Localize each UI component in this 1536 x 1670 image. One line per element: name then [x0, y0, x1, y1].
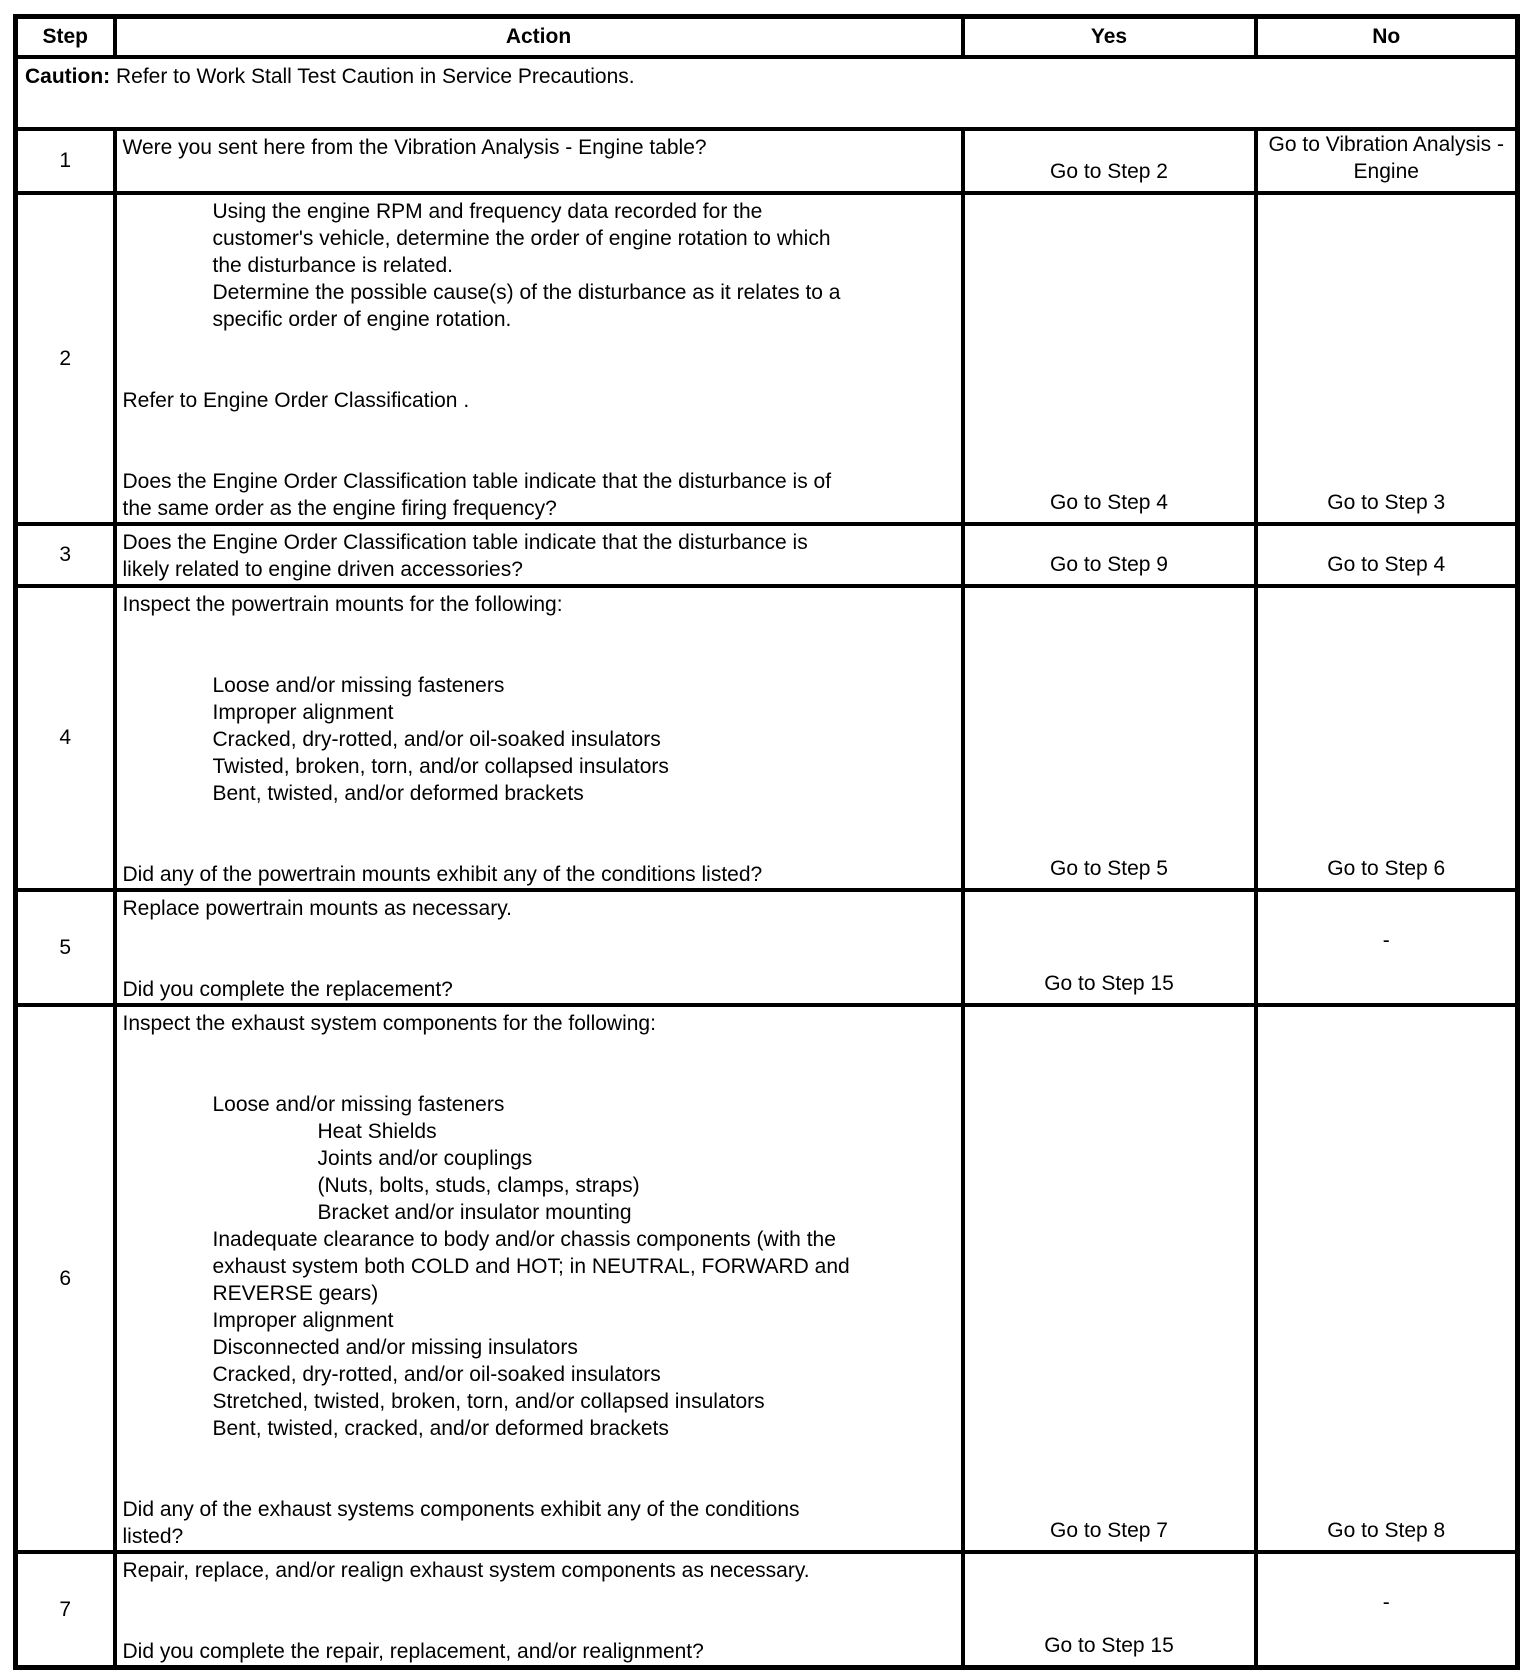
caution-label: Caution:: [25, 64, 111, 88]
action-spacer: [123, 1442, 953, 1469]
step-row: [16, 1552, 1518, 1668]
yes-cell: Go to Step 5: [963, 586, 1256, 890]
action-spacer: [123, 618, 953, 645]
action-line: Twisted, broken, torn, and/or collapsed insulators: [212, 754, 669, 778]
no-cell: Go to Step 8: [1256, 1005, 1518, 1552]
action-line: Loose and/or missing fasteners: [212, 1092, 505, 1116]
action-line: Bent, twisted, cracked, and/or deformed brackets: [212, 1416, 669, 1440]
no-cell: Go to Step 3: [1256, 193, 1518, 524]
action-spacer: [123, 1469, 953, 1496]
action-line: Cracked, dry-rotted, and/or oil-soaked insulators: [212, 727, 661, 751]
action-line: Repair, replace, and/or realign exhaust system components as necessary.: [122, 1558, 810, 1582]
yes-cell: Go to Step 2: [963, 129, 1256, 193]
action-spacer: [123, 922, 953, 949]
action-line: Did you complete the replacement?: [122, 977, 453, 1001]
step-number: 1: [16, 129, 115, 193]
action-line: Using the engine RPM and frequency data recorded for the: [212, 199, 763, 223]
step-number: 2: [16, 193, 115, 524]
action-line: Inadequate clearance to body and/or chassis components (with the: [212, 1227, 836, 1251]
yes-cell: Go to Step 7: [963, 1005, 1256, 1552]
action-cell: [115, 1005, 963, 1552]
action-cell: [115, 129, 963, 193]
action-line: Does the Engine Order Classification table indicate that the disturbance is: [122, 530, 808, 554]
step-row: [16, 1005, 1518, 1552]
no-cell: -: [1256, 890, 1518, 1005]
step-row: [16, 524, 1518, 586]
action-spacer: [123, 1037, 953, 1064]
action-cell: [115, 1552, 963, 1668]
action-line: Does the Engine Order Classification table indicate that the disturbance is of: [122, 469, 832, 493]
diagnostic-table: [13, 14, 1520, 1670]
yes-cell: Go to Step 9: [963, 524, 1256, 586]
caution-row: [16, 57, 1518, 129]
action-spacer: [123, 949, 953, 976]
action-line: Improper alignment: [212, 1308, 394, 1332]
no-cell: Go to Vibration Analysis - Engine: [1256, 129, 1518, 193]
action-line: Determine the possible cause(s) of the disturbance as it relates to a: [212, 280, 841, 304]
action-line: Inspect the exhaust system components for the following:: [122, 1011, 656, 1035]
step-row: [16, 193, 1518, 524]
no-cell: Go to Step 4: [1256, 524, 1518, 586]
action-spacer: [123, 807, 953, 834]
action-line: Improper alignment: [212, 700, 394, 724]
action-line: (Nuts, bolts, studs, clamps, straps): [317, 1173, 640, 1197]
action-spacer: [123, 333, 953, 360]
action-line: customer's vehicle, determine the order of engine rotation to which: [212, 226, 831, 250]
caution-text: Refer to Work Stall Test Caution in Service Precautions.: [110, 64, 635, 88]
action-line: Stretched, twisted, broken, torn, and/or collapsed insulators: [212, 1389, 765, 1413]
action-line: Joints and/or couplings: [317, 1146, 533, 1170]
action-line: Disconnected and/or missing insulators: [212, 1335, 578, 1359]
action-cell: [115, 890, 963, 1005]
yes-cell: Go to Step 15: [963, 1552, 1256, 1668]
step-number: 5: [16, 890, 115, 1005]
action-cell: [115, 586, 963, 890]
action-line: Refer to Engine Order Classification .: [122, 388, 470, 412]
action-spacer: [123, 645, 953, 672]
action-spacer: [123, 1064, 953, 1091]
step-row: [16, 890, 1518, 1005]
step-number: 7: [16, 1552, 115, 1668]
action-spacer: [123, 1584, 953, 1611]
action-spacer: [123, 441, 953, 468]
action-line: Heat Shields: [317, 1119, 437, 1143]
action-spacer: [123, 414, 953, 441]
action-line: the same order as the engine firing frequency?: [122, 496, 557, 520]
action-line: specific order of engine rotation.: [212, 307, 512, 331]
action-line: Bracket and/or insulator mounting: [317, 1200, 632, 1224]
action-cell: [115, 193, 963, 524]
header-row: [16, 17, 1518, 57]
no-cell: -: [1256, 1552, 1518, 1668]
action-line: Cracked, dry-rotted, and/or oil-soaked insulators: [212, 1362, 661, 1386]
action-line: the disturbance is related.: [212, 253, 453, 277]
action-line: Inspect the powertrain mounts for the following:: [122, 592, 563, 616]
yes-cell: Go to Step 4: [963, 193, 1256, 524]
action-line: Did you complete the repair, replacement, and/or realignment?: [122, 1639, 704, 1663]
step-number: 3: [16, 524, 115, 586]
action-line: Replace powertrain mounts as necessary.: [122, 896, 512, 920]
action-spacer: [123, 834, 953, 861]
action-line: exhaust system both COLD and HOT; in NEUTRAL, FORWARD and: [212, 1254, 850, 1278]
action-spacer: [123, 360, 953, 387]
caution-cell: [16, 57, 1518, 129]
header-step: Step: [16, 17, 115, 57]
yes-cell: Go to Step 15: [963, 890, 1256, 1005]
header-no: No: [1256, 17, 1518, 57]
no-cell: Go to Step 6: [1256, 586, 1518, 890]
action-cell: [115, 524, 963, 586]
action-line: Bent, twisted, and/or deformed brackets: [212, 781, 584, 805]
action-line: Loose and/or missing fasteners: [212, 673, 505, 697]
header-action: Action: [115, 17, 963, 57]
action-line: Did any of the exhaust systems components exhibit any of the conditions: [122, 1497, 800, 1521]
action-line: listed?: [122, 1524, 184, 1548]
action-line: Did any of the powertrain mounts exhibit any of the conditions listed?: [122, 862, 763, 886]
step-row: [16, 586, 1518, 890]
step-number: 4: [16, 586, 115, 890]
step-row: [16, 129, 1518, 193]
header-yes: Yes: [963, 17, 1256, 57]
action-line: Were you sent here from the Vibration Analysis - Engine table?: [122, 135, 707, 159]
step-number: 6: [16, 1005, 115, 1552]
action-spacer: [123, 1611, 953, 1638]
action-line: likely related to engine driven accessories?: [122, 557, 523, 581]
action-line: REVERSE gears): [212, 1281, 379, 1305]
